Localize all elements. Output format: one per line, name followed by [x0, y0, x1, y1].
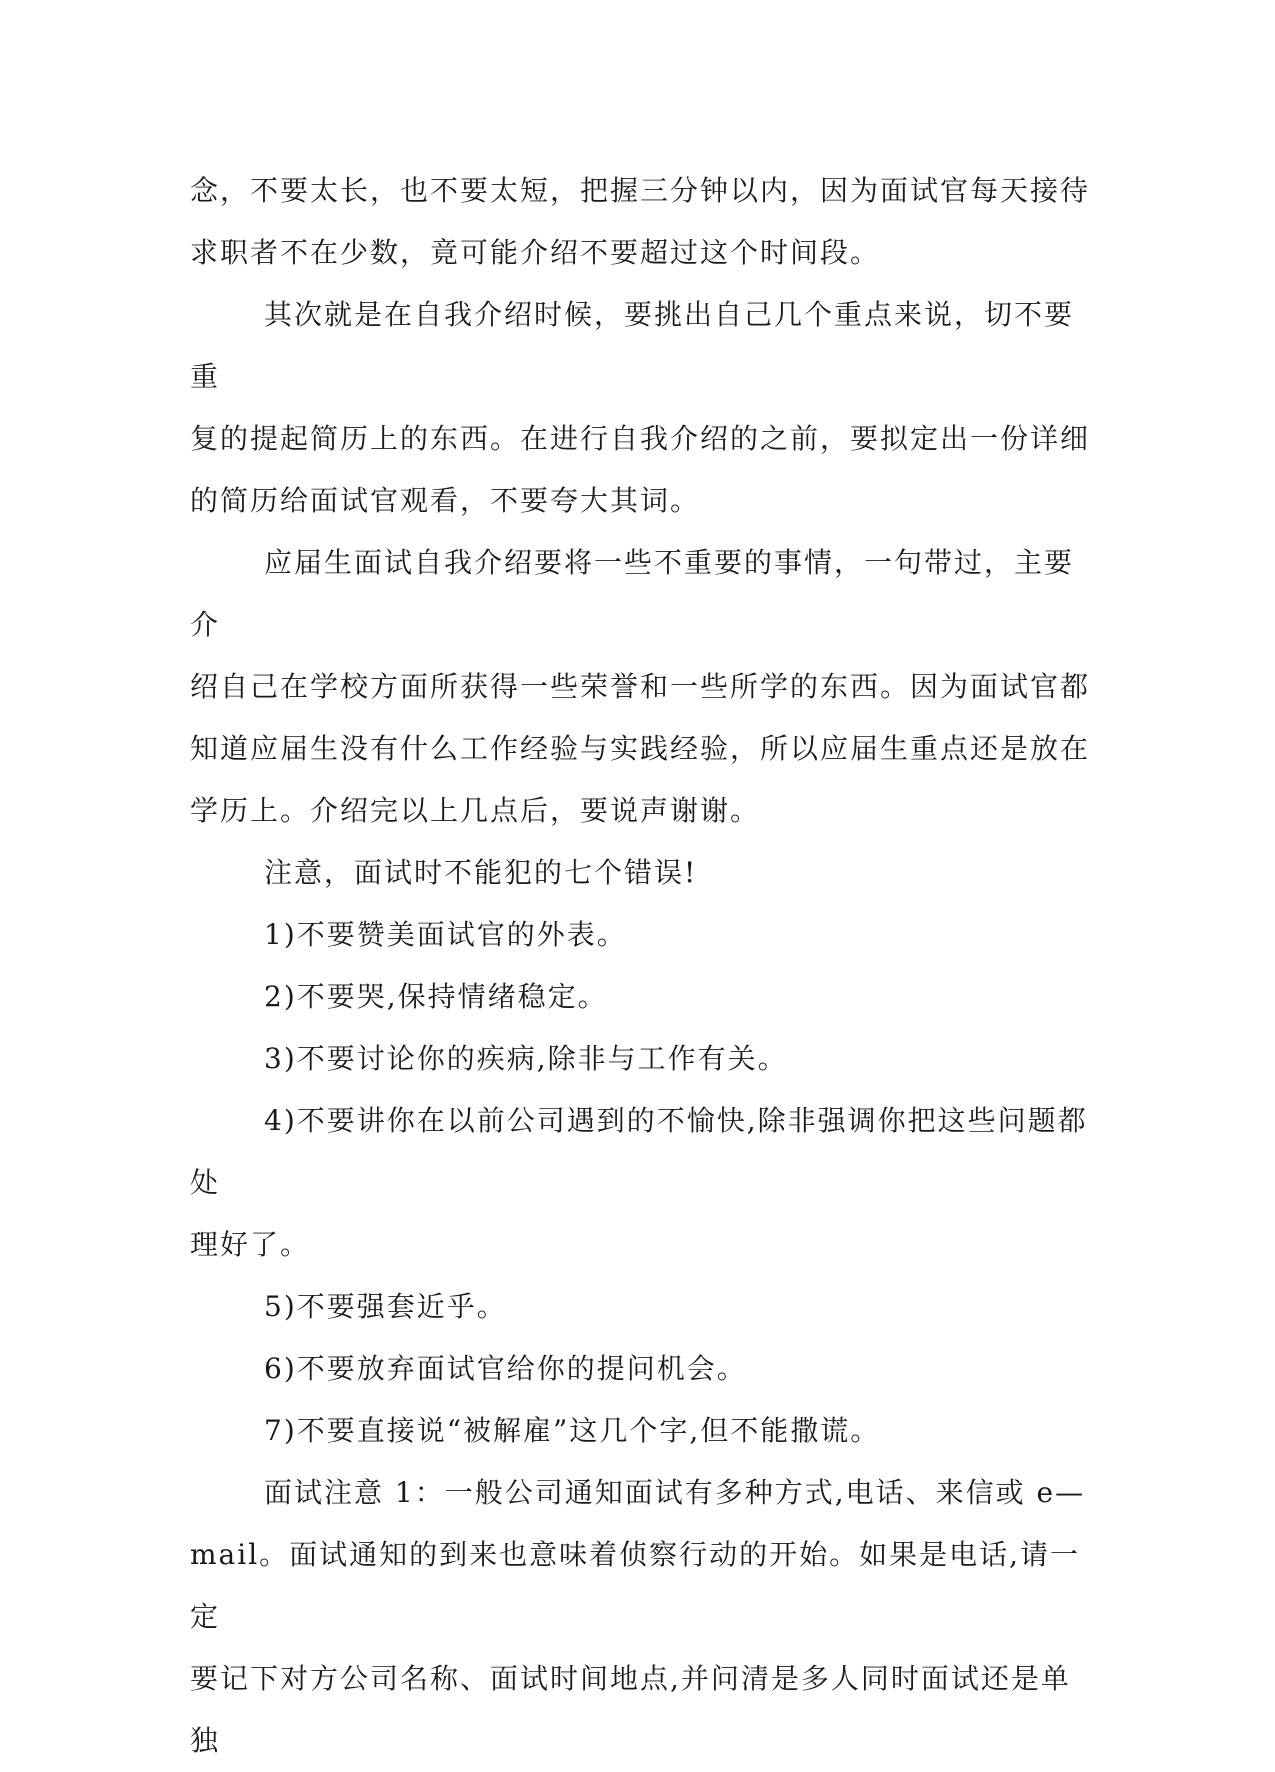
- list-item-mistake-5: 5)不要强套近乎。: [264, 1290, 507, 1323]
- paragraph-interview-note-1: 面试注意 1：一般公司通知面试有多种方式,电话、来信或 e— mail。面试通知的到来也意味着侦察行动的开始。如果是电话,请一定 要记下对方公司名称、面试时间地点,并问清是多人同时面试还是单独: [190, 1476, 1086, 1757]
- list-item-mistake-3: 3)不要讨论你的疾病,除非与工作有关。: [264, 1042, 788, 1075]
- paragraph-intro-continuation: 念，不要太长，也不要太短，把握三分钟以内，因为面试官每天接待 求职者不在少数，竟可能介绍不要超过这个时间段。: [190, 174, 1091, 269]
- list-item-mistake-7: 7)不要直接说“被解雇”这几个字,但不能撒谎。: [264, 1414, 881, 1447]
- paragraph-seven-mistakes-heading: 注意，面试时不能犯的七个错误!: [264, 856, 698, 889]
- list-item-mistake-6: 6)不要放弃面试官给你的提问机会。: [264, 1352, 747, 1385]
- list-item-mistake-4: 4)不要讲你在以前公司遇到的不愉快,除非强调你把这些问题都处 理好了。: [190, 1104, 1088, 1261]
- paragraph-key-points: 其次就是在自我介绍时候，要挑出自己几个重点来说，切不要重 复的提起简历上的东西。在进行自我介绍的之前，要拟定出一份详细 的简历给面试官观看，不要夸大其词。: [190, 298, 1091, 517]
- paragraph-graduate-intro: 应届生面试自我介绍要将一些不重要的事情，一句带过，主要介 绍自己在学校方面所获得一些荣誉和一些所学的东西。因为面试官都 知道应届生没有什么工作经验与实践经验，所以应届生重点还是放在 学历上。介绍完以上几点后，要说声谢谢。: [190, 546, 1091, 827]
- document-body: [190, 160, 1090, 1772]
- list-item-mistake-2: 2)不要哭,保持情绪稳定。: [264, 980, 608, 1013]
- list-item-mistake-1: 1)不要赞美面试官的外表。: [264, 918, 627, 951]
